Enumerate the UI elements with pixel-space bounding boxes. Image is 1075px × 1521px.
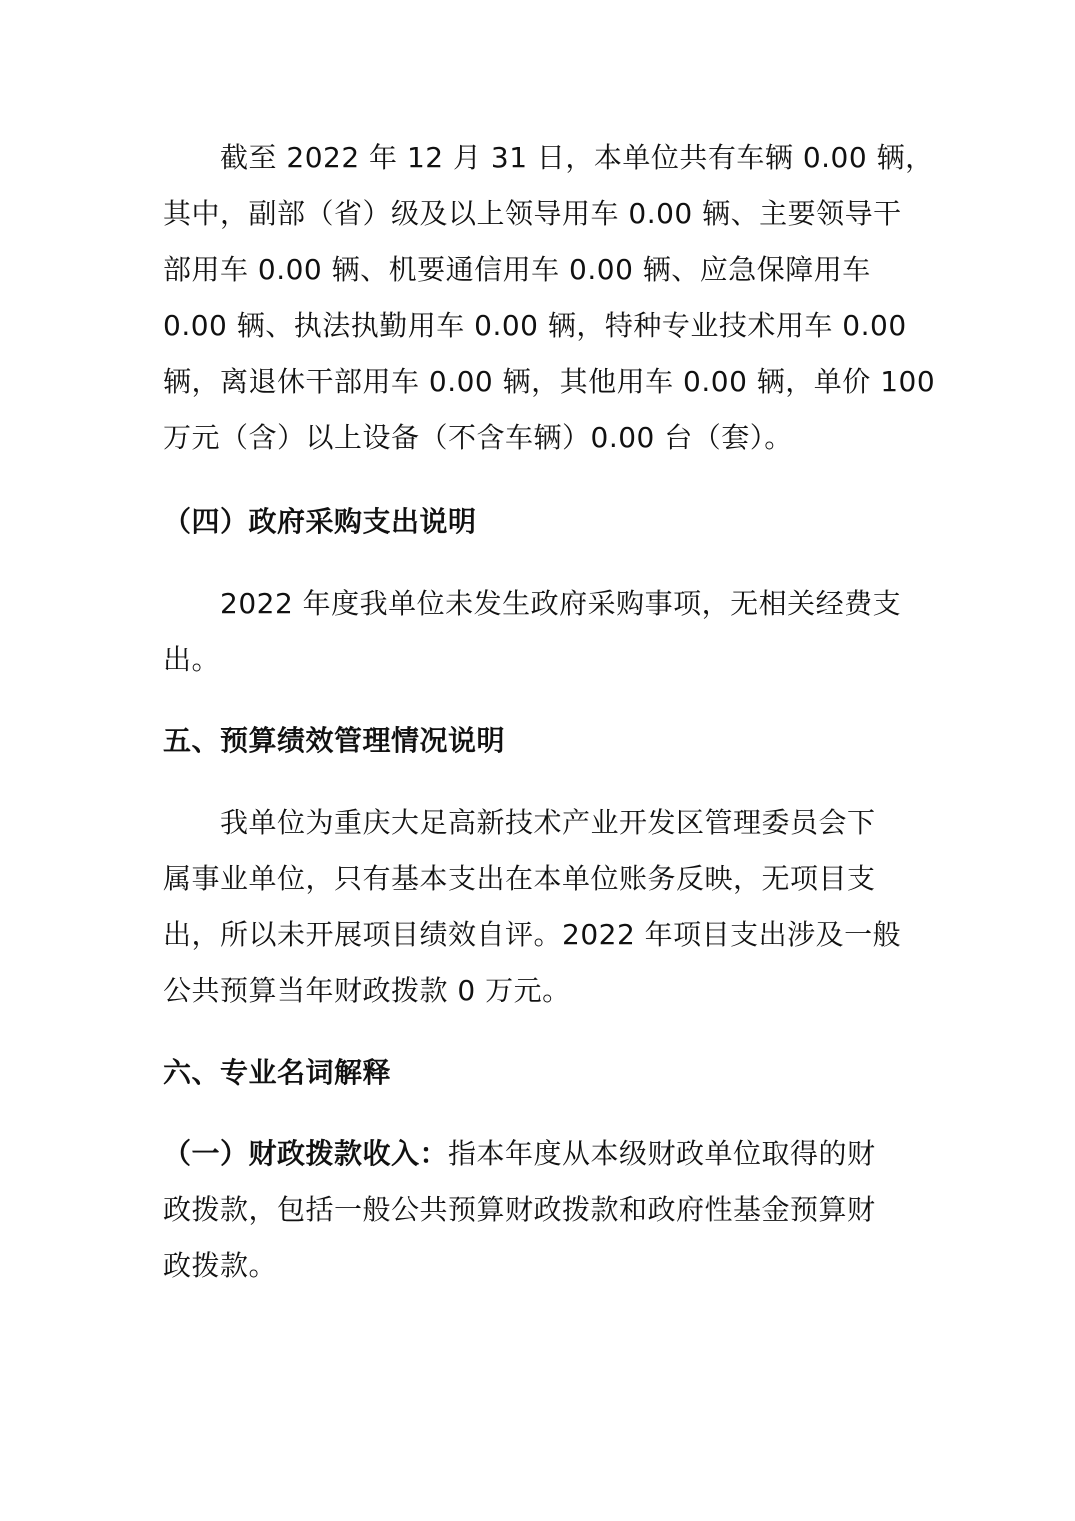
paragraph-line: 公共预算当年财政拨款 0 万元。 xyxy=(163,974,571,1007)
paragraph-line: 其中，副部（省）级及以上领导用车 0.00 辆、主要领导干 xyxy=(163,197,902,230)
paragraph-line: 出，所以未开展项目绩效自评。2022 年项目支出涉及一般 xyxy=(163,918,902,951)
glossary-first-line xyxy=(163,1126,915,1182)
paragraph-line: 辆，离退休干部用车 0.00 辆，其他用车 0.00 辆，单价 100 xyxy=(163,365,936,398)
paragraph-line: 政拨款，包括一般公共预算财政拨款和政府性基金预算财 xyxy=(163,1193,876,1226)
glossary-definition-text: 指本年度从本级财政单位取得的财 xyxy=(448,1137,876,1170)
paragraph-line: 0.00 辆、执法执勤用车 0.00 辆，特种专业技术用车 0.00 xyxy=(163,309,907,342)
procurement-paragraph xyxy=(163,576,915,688)
paragraph-line: 政拨款。 xyxy=(163,1249,278,1282)
vehicles-paragraph xyxy=(163,130,936,466)
paragraph-line: 截至 2022 年 12 月 31 日，本单位共有车辆 0.00 辆， xyxy=(220,141,934,174)
paragraph-line: 万元（含）以上设备（不含车辆）0.00 台（套）。 xyxy=(163,421,793,454)
paragraph-line: 2022 年度我单位未发生政府采购事项，无相关经费支 xyxy=(220,587,902,620)
glossary-paragraph xyxy=(163,1126,915,1294)
paragraph-line: 我单位为重庆大足高新技术产业开发区管理委员会下 xyxy=(220,806,876,839)
glossary-heading: 六、专业名词解释 xyxy=(163,1056,392,1089)
performance-paragraph xyxy=(163,795,915,1019)
paragraph-line: 属事业单位，只有基本支出在本单位账务反映，无项目支 xyxy=(163,862,876,895)
procurement-heading: （四）政府采购支出说明 xyxy=(163,505,477,538)
glossary-term-label: （一）财政拨款收入： xyxy=(163,1137,449,1170)
paragraph-line: 出。 xyxy=(163,643,221,676)
performance-heading: 五、预算绩效管理情况说明 xyxy=(163,724,506,757)
paragraph-line: 部用车 0.00 辆、机要通信用车 0.00 辆、应急保障用车 xyxy=(163,253,871,286)
